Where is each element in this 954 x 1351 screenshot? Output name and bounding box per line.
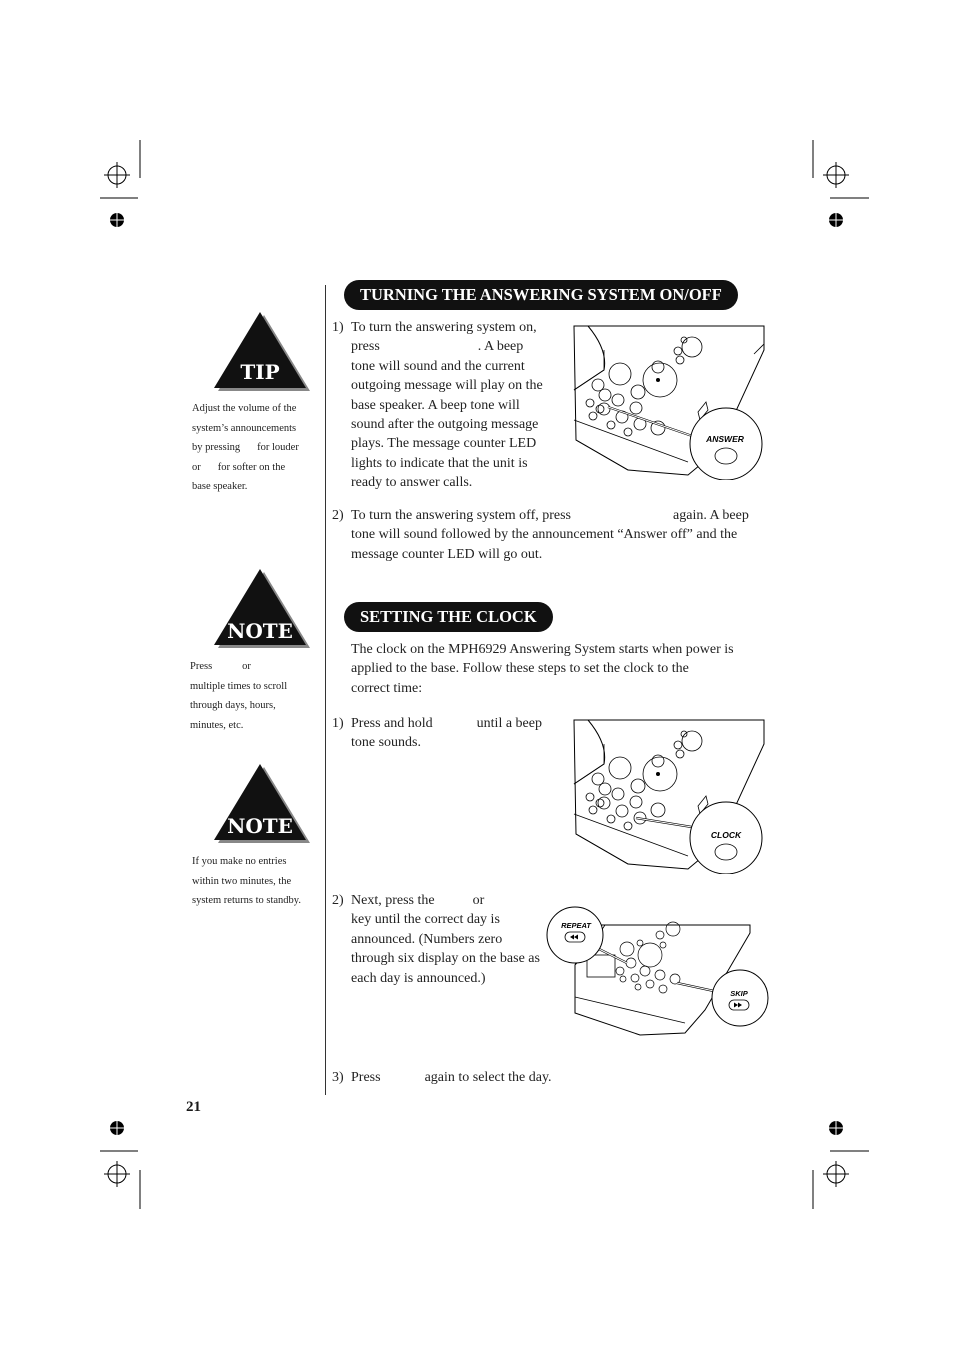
crosshair-icon — [795, 140, 875, 240]
clock-intro: The clock on the MPH6929 Answering System starts when power is applied to the base. Follow these steps to set the clock to the correct time: — [351, 642, 734, 696]
tip-badge — [208, 312, 312, 392]
answering-machine-illustration-answer — [568, 320, 768, 484]
answering-machine-illustration-repeat-skip — [545, 905, 770, 1044]
callout-clock: CLOCK — [710, 830, 742, 840]
clock-step-1: 1) Press and hold until a beep tone sounds. — [332, 716, 542, 751]
registration-mark-top-right — [795, 140, 875, 240]
note-badge-2 — [208, 764, 312, 844]
crosshair-icon — [100, 140, 160, 240]
answering-machine-illustration — [568, 714, 768, 874]
answering-machine-illustration-clock — [568, 714, 768, 878]
note-text-1: Press or multiple times to scroll through days, hours, minutes, etc. — [190, 661, 288, 731]
registration-mark-bottom-right — [795, 1115, 875, 1210]
step-2-answering-off: 2) To turn the answering system off, press again. A beep tone will sound followed by the announcement “Answer off” and the message counter LED will go out. — [332, 508, 749, 562]
registration-mark-top-left — [100, 140, 160, 240]
crosshair-icon — [100, 1115, 160, 1210]
callout-repeat: REPEAT — [561, 921, 591, 930]
section-heading-answering: TURNING THE ANSWERING SYSTEM ON/OFF — [344, 280, 738, 310]
answering-machine-illustration — [545, 905, 770, 1040]
section-heading-clock: SETTING THE CLOCK — [344, 602, 553, 632]
page-number: 21 — [186, 1099, 201, 1115]
callout-answer: ANSWER — [706, 434, 744, 444]
clock-step-3: 3) Press again to select the day. — [332, 1070, 552, 1085]
note-text-2: If you make no entries within two minutes, the system returns to standby. — [192, 856, 301, 906]
crosshair-icon — [795, 1115, 875, 1210]
column-divider — [325, 285, 326, 1095]
note-label-2: NOTE — [227, 814, 293, 838]
registration-mark-bottom-left — [100, 1115, 160, 1210]
clock-step-2: 2) Next, press the or key until the correct day is announced. (Numbers zero through six display on the base as each day is announced.) — [332, 893, 540, 986]
callout-skip: SKIP — [730, 989, 748, 998]
note-badge-1 — [208, 569, 312, 649]
answering-machine-illustration — [568, 320, 768, 480]
tip-text: Adjust the volume of the system’s announcements by pressing for louder or for softer on the base speaker. — [192, 403, 299, 492]
note-label-1: NOTE — [227, 619, 293, 643]
tip-label: TIP — [240, 360, 280, 384]
step-1-answering-on: 1) To turn the answering system on, press . A beep tone will sound and the current outgoing message will play on the base speaker. A beep tone will sound after the outgoing message plays. The message counter LED lights to indicate that the unit is ready to answer calls. — [332, 320, 543, 491]
